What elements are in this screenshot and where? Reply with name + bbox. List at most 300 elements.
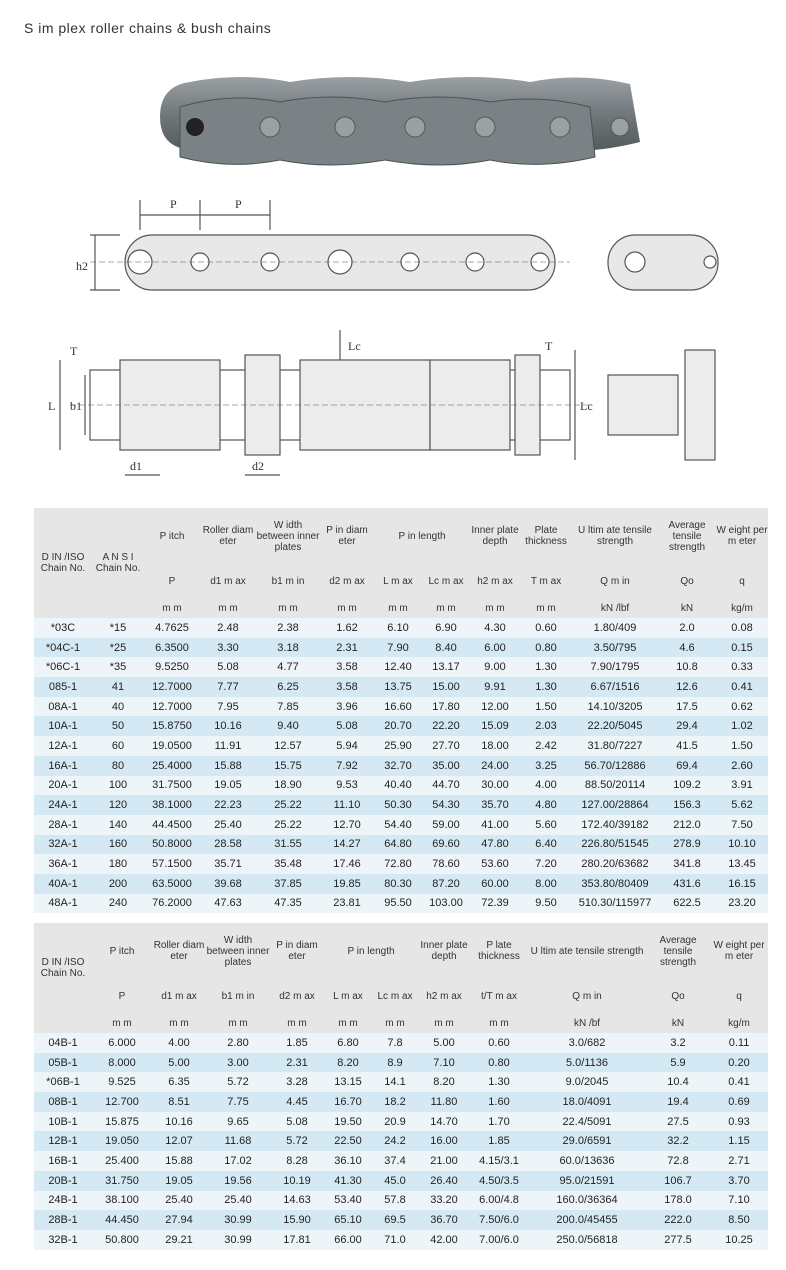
unit: m m: [372, 1013, 418, 1033]
table-a-series: [34, 508, 768, 913]
table-cell: 15.88: [200, 756, 256, 776]
table-cell: 23.81: [320, 894, 374, 914]
table-row: [34, 638, 768, 658]
unit: m m: [374, 598, 422, 618]
table-cell: 50.800: [92, 1230, 152, 1250]
table-cell: 12.07: [152, 1131, 206, 1151]
unit: m m: [152, 1013, 206, 1033]
table-cell: 95.50: [374, 894, 422, 914]
table-cell: 9.00: [470, 657, 520, 677]
table-cell: 16A-1: [34, 756, 92, 776]
table-cell: 32.2: [646, 1131, 710, 1151]
table-cell: 25.40: [152, 1191, 206, 1211]
table-cell: 69.4: [658, 756, 716, 776]
hdr-width: W idth between inner plates: [256, 508, 320, 564]
table-cell: 8.9: [372, 1053, 418, 1073]
table-row: [34, 894, 768, 914]
table-row: [34, 1131, 768, 1151]
table-cell: 5.08: [200, 657, 256, 677]
table-cell: 18.2: [372, 1092, 418, 1112]
table-cell: 18.90: [256, 776, 320, 796]
table-cell: 19.4: [646, 1092, 710, 1112]
unit: m m: [320, 598, 374, 618]
table-cell: 11.68: [206, 1131, 270, 1151]
table-cell: 22.23: [200, 795, 256, 815]
table-cell: 1.85: [470, 1131, 528, 1151]
table-cell: 57.8: [372, 1191, 418, 1211]
table-cell: 60.0/13636: [528, 1151, 646, 1171]
table-cell: 12A-1: [34, 736, 92, 756]
table-cell: *15: [92, 618, 144, 638]
table-cell: 26.40: [418, 1171, 470, 1191]
table-cell: 35.48: [256, 854, 320, 874]
table-row: [34, 776, 768, 796]
table-cell: 30.99: [206, 1210, 270, 1230]
table-cell: 5.00: [152, 1053, 206, 1073]
table-cell: 12.00: [470, 697, 520, 717]
table-cell: 4.45: [270, 1092, 324, 1112]
table-cell: 280.20/63682: [572, 854, 658, 874]
table-cell: 7.77: [200, 677, 256, 697]
table-cell: 33.20: [418, 1191, 470, 1211]
table-cell: *35: [92, 657, 144, 677]
table-cell: 25.40: [200, 815, 256, 835]
table-cell: 8.50: [710, 1210, 768, 1230]
table-cell: 15.875: [92, 1112, 152, 1132]
table-cell: 1.50: [520, 697, 572, 717]
table-cell: 278.9: [658, 835, 716, 855]
sym: d1 m ax: [200, 564, 256, 598]
unit: m m: [92, 1013, 152, 1033]
hdr-avg: Average tensile strength: [646, 923, 710, 979]
table-row: [34, 716, 768, 736]
sym: P: [144, 564, 200, 598]
table-cell: 8.00: [520, 874, 572, 894]
table-cell: 50: [92, 716, 144, 736]
table-cell: 16.15: [716, 874, 768, 894]
table-cell: 2.48: [200, 618, 256, 638]
table-cell: 19.0500: [144, 736, 200, 756]
sym: h2 m ax: [418, 979, 470, 1013]
hdr-plate: P late thickness: [470, 923, 528, 979]
table-cell: 20A-1: [34, 776, 92, 796]
table-cell: 3.28: [270, 1072, 324, 1092]
table-cell: 13.15: [324, 1072, 372, 1092]
table-cell: 7.75: [206, 1092, 270, 1112]
table-row: [34, 835, 768, 855]
unit: m m: [144, 598, 200, 618]
table-cell: 2.31: [270, 1053, 324, 1073]
hdr-roller: Roller diam eter: [200, 508, 256, 564]
table-cell: 7.95: [200, 697, 256, 717]
table-cell: 2.80: [206, 1033, 270, 1053]
hdr-pitch: P itch: [92, 923, 152, 979]
table-cell: 2.31: [320, 638, 374, 658]
page-title: S im plex roller chains & bush chains: [24, 20, 272, 36]
table-cell: 32B-1: [34, 1230, 92, 1250]
table-cell: 5.0/1136: [528, 1053, 646, 1073]
table-cell: 15.09: [470, 716, 520, 736]
table-cell: 36.10: [324, 1151, 372, 1171]
table-cell: 47.63: [200, 894, 256, 914]
table-cell: 16.70: [324, 1092, 372, 1112]
table-cell: 28.58: [200, 835, 256, 855]
table-cell: 2.0: [658, 618, 716, 638]
table-cell: 19.050: [92, 1131, 152, 1151]
table-cell: 08A-1: [34, 697, 92, 717]
table-cell: 103.00: [422, 894, 470, 914]
hdr-ansi: A N S I Chain No.: [92, 508, 144, 618]
table-row: [34, 1210, 768, 1230]
table-cell: 19.85: [320, 874, 374, 894]
table-cell: 13.17: [422, 657, 470, 677]
table-cell: 140: [92, 815, 144, 835]
table-cell: 6.90: [422, 618, 470, 638]
table-row: [34, 697, 768, 717]
table-cell: 1.62: [320, 618, 374, 638]
sym: Lc m ax: [372, 979, 418, 1013]
table-cell: 21.00: [418, 1151, 470, 1171]
table-cell: 10.19: [270, 1171, 324, 1191]
table-row: [34, 815, 768, 835]
table-cell: 25.90: [374, 736, 422, 756]
table-cell: 9.65: [206, 1112, 270, 1132]
table-cell: 2.38: [256, 618, 320, 638]
table-cell: 15.75: [256, 756, 320, 776]
table-cell: 24A-1: [34, 795, 92, 815]
table-cell: 29.21: [152, 1230, 206, 1250]
unit: kN /bf: [528, 1013, 646, 1033]
table-cell: *06B-1: [34, 1072, 92, 1092]
table-cell: 12B-1: [34, 1131, 92, 1151]
table-cell: 28B-1: [34, 1210, 92, 1230]
table-cell: 19.56: [206, 1171, 270, 1191]
table-cell: 54.30: [422, 795, 470, 815]
table-row: [34, 1230, 768, 1250]
table-cell: 80: [92, 756, 144, 776]
table-cell: 71.0: [372, 1230, 418, 1250]
table-row: [34, 1072, 768, 1092]
table-cell: 19.05: [200, 776, 256, 796]
table-cell: 172.40/39182: [572, 815, 658, 835]
table-cell: 12.40: [374, 657, 422, 677]
label-d1: d1: [130, 459, 142, 473]
table-cell: 226.80/51545: [572, 835, 658, 855]
table-cell: 8.20: [418, 1072, 470, 1092]
table-cell: 45.0: [372, 1171, 418, 1191]
table-cell: 6.40: [520, 835, 572, 855]
table-cell: 24.2: [372, 1131, 418, 1151]
table-cell: 1.15: [710, 1131, 768, 1151]
table-cell: 16.60: [374, 697, 422, 717]
table-cell: 8.28: [270, 1151, 324, 1171]
table-cell: 3.25: [520, 756, 572, 776]
table-cell: 40: [92, 697, 144, 717]
table-cell: 63.5000: [144, 874, 200, 894]
table-cell: 10.25: [710, 1230, 768, 1250]
table-cell: 160: [92, 835, 144, 855]
table-cell: 31.750: [92, 1171, 152, 1191]
table-cell: 16.00: [418, 1131, 470, 1151]
table-cell: 17.80: [422, 697, 470, 717]
table-cell: 5.9: [646, 1053, 710, 1073]
table-cell: 8.51: [152, 1092, 206, 1112]
table-row: [34, 795, 768, 815]
sym: P: [92, 979, 152, 1013]
table-cell: 41.5: [658, 736, 716, 756]
table-row: [34, 657, 768, 677]
table-b-body: [34, 1033, 768, 1250]
table-cell: *06C-1: [34, 657, 92, 677]
table-cell: 160.0/36364: [528, 1191, 646, 1211]
hdr-inner: Inner plate depth: [418, 923, 470, 979]
hdr-pin-d: P in diam eter: [270, 923, 324, 979]
table-cell: 1.85: [270, 1033, 324, 1053]
table-cell: 15.8750: [144, 716, 200, 736]
table-cell: 12.700: [92, 1092, 152, 1112]
table-cell: 6.35: [152, 1072, 206, 1092]
table-cell: 53.60: [470, 854, 520, 874]
table-cell: 53.40: [324, 1191, 372, 1211]
table-cell: 42.00: [418, 1230, 470, 1250]
sym: b1 m in: [256, 564, 320, 598]
table-cell: 341.8: [658, 854, 716, 874]
table-cell: 7.90/1795: [572, 657, 658, 677]
hdr-pin-l: P in length: [324, 923, 418, 979]
label-h2: h2: [76, 259, 88, 273]
table-cell: 40.40: [374, 776, 422, 796]
table-cell: 23.20: [716, 894, 768, 914]
unit: m m: [520, 598, 572, 618]
table-cell: 44.450: [92, 1210, 152, 1230]
unit: m m: [256, 598, 320, 618]
table-cell: 18.0/4091: [528, 1092, 646, 1112]
table-cell: 22.4/5091: [528, 1112, 646, 1132]
hdr-din: D IN /ISO Chain No.: [34, 508, 92, 618]
table-cell: 12.6: [658, 677, 716, 697]
sym: q: [716, 564, 768, 598]
table-cell: 1.60: [470, 1092, 528, 1112]
table-cell: 38.100: [92, 1191, 152, 1211]
table-cell: 15.00: [422, 677, 470, 697]
table-cell: 39.68: [200, 874, 256, 894]
table-cell: 4.15/3.1: [470, 1151, 528, 1171]
table-cell: 3.18: [256, 638, 320, 658]
table-cell: 87.20: [422, 874, 470, 894]
table-cell: 13.45: [716, 854, 768, 874]
table-cell: 32A-1: [34, 835, 92, 855]
table-cell: 1.30: [520, 657, 572, 677]
table-cell: 72.8: [646, 1151, 710, 1171]
table-cell: 08B-1: [34, 1092, 92, 1112]
unit: kg/m: [710, 1013, 768, 1033]
table-cell: 44.70: [422, 776, 470, 796]
table-cell: 178.0: [646, 1191, 710, 1211]
sym: Lc m ax: [422, 564, 470, 598]
table-a-body: [34, 618, 768, 913]
table-cell: 4.80: [520, 795, 572, 815]
table-cell: 12.7000: [144, 697, 200, 717]
table-cell: 38.1000: [144, 795, 200, 815]
table-cell: 25.400: [92, 1151, 152, 1171]
table-cell: 36.70: [418, 1210, 470, 1230]
table-cell: 59.00: [422, 815, 470, 835]
table-cell: 4.50/3.5: [470, 1171, 528, 1191]
table-cell: 240: [92, 894, 144, 914]
table-cell: 1.50: [716, 736, 768, 756]
hdr-ult: U ltim ate tensile strength: [528, 923, 646, 979]
table-cell: 32.70: [374, 756, 422, 776]
table-cell: 9.91: [470, 677, 520, 697]
table-cell: 05B-1: [34, 1053, 92, 1073]
table-cell: 9.0/2045: [528, 1072, 646, 1092]
table-cell: 353.80/80409: [572, 874, 658, 894]
table-cell: 6.67/1516: [572, 677, 658, 697]
label-t2: T: [545, 339, 553, 353]
table-cell: 5.62: [716, 795, 768, 815]
sym: d2 m ax: [320, 564, 374, 598]
table-row: [34, 736, 768, 756]
sym: Qo: [658, 564, 716, 598]
table-cell: 37.4: [372, 1151, 418, 1171]
table-cell: 0.80: [520, 638, 572, 658]
sym: b1 m in: [206, 979, 270, 1013]
hdr-ult: U ltim ate tensile strength: [572, 508, 658, 564]
sym: Qo: [646, 979, 710, 1013]
table-cell: 30.99: [206, 1230, 270, 1250]
table-cell: 1.70: [470, 1112, 528, 1132]
table-cell: 20.9: [372, 1112, 418, 1132]
table-cell: 10.16: [152, 1112, 206, 1132]
table-cell: 127.00/28864: [572, 795, 658, 815]
hdr-roller: Roller diam eter: [152, 923, 206, 979]
table-cell: 7.10: [710, 1191, 768, 1211]
table-cell: 12.7000: [144, 677, 200, 697]
table-cell: 11.80: [418, 1092, 470, 1112]
table-cell: 5.72: [270, 1131, 324, 1151]
table-cell: 6.3500: [144, 638, 200, 658]
table-cell: 76.2000: [144, 894, 200, 914]
table-cell: 37.85: [256, 874, 320, 894]
table-cell: 12.57: [256, 736, 320, 756]
table-cell: 6.80: [324, 1033, 372, 1053]
table-cell: 7.20: [520, 854, 572, 874]
table-cell: 7.92: [320, 756, 374, 776]
table-cell: 11.91: [200, 736, 256, 756]
table-cell: 18.00: [470, 736, 520, 756]
table-cell: 5.94: [320, 736, 374, 756]
unit: kg/m: [716, 598, 768, 618]
table-cell: 4.00: [152, 1033, 206, 1053]
table-cell: 54.40: [374, 815, 422, 835]
label-b1: b1: [70, 399, 82, 413]
table-cell: 27.94: [152, 1210, 206, 1230]
table-cell: 109.2: [658, 776, 716, 796]
table-cell: 31.80/7227: [572, 736, 658, 756]
table-cell: 28A-1: [34, 815, 92, 835]
table-cell: 20.70: [374, 716, 422, 736]
table-cell: 7.50/6.0: [470, 1210, 528, 1230]
table-cell: 7.8: [372, 1033, 418, 1053]
table-cell: 3.30: [200, 638, 256, 658]
table-cell: 35.71: [200, 854, 256, 874]
table-cell: 5.00: [418, 1033, 470, 1053]
hdr-pin-d: P in diam eter: [320, 508, 374, 564]
table-cell: 8.40: [422, 638, 470, 658]
table-cell: 80.30: [374, 874, 422, 894]
table-cell: 100: [92, 776, 144, 796]
table-cell: 41.00: [470, 815, 520, 835]
table-cell: 14.27: [320, 835, 374, 855]
hdr-wt: W eight per m eter: [716, 508, 768, 564]
table-cell: 95.0/21591: [528, 1171, 646, 1191]
table-cell: 0.41: [716, 677, 768, 697]
table-cell: 35.70: [470, 795, 520, 815]
table-cell: 6.00: [470, 638, 520, 658]
table-cell: 1.30: [470, 1072, 528, 1092]
table-cell: 5.72: [206, 1072, 270, 1092]
table-row: [34, 618, 768, 638]
table-cell: *25: [92, 638, 144, 658]
label-L: L: [48, 399, 56, 413]
table-cell: 0.41: [710, 1072, 768, 1092]
table-cell: 29.0/6591: [528, 1131, 646, 1151]
hdr-plate: Plate thickness: [520, 508, 572, 564]
table-cell: 3.96: [320, 697, 374, 717]
label-lc2: Lc: [580, 399, 593, 413]
table-cell: 3.50/795: [572, 638, 658, 658]
table-row: [34, 1171, 768, 1191]
table-cell: 2.03: [520, 716, 572, 736]
table-cell: 16B-1: [34, 1151, 92, 1171]
table-b-series: [34, 923, 768, 1250]
table-cell: 2.60: [716, 756, 768, 776]
table-cell: 10.10: [716, 835, 768, 855]
chain-technical-drawing: [30, 190, 760, 490]
table-cell: 35.00: [422, 756, 470, 776]
table-cell: 7.00/6.0: [470, 1230, 528, 1250]
sym: h2 m ax: [470, 564, 520, 598]
table-cell: 9.5250: [144, 657, 200, 677]
unit: kN: [646, 1013, 710, 1033]
table-cell: 65.10: [324, 1210, 372, 1230]
table-cell: 14.10/3205: [572, 697, 658, 717]
table-cell: 0.69: [710, 1092, 768, 1112]
sym: L m ax: [324, 979, 372, 1013]
unit: m m: [470, 1013, 528, 1033]
table-cell: 0.33: [716, 657, 768, 677]
table-cell: 22.20/5045: [572, 716, 658, 736]
table-cell: 6.00/4.8: [470, 1191, 528, 1211]
table-cell: 72.80: [374, 854, 422, 874]
table-cell: 4.6: [658, 638, 716, 658]
hdr-wt: W eight per m eter: [710, 923, 768, 979]
table-cell: 212.0: [658, 815, 716, 835]
table-cell: 04B-1: [34, 1033, 92, 1053]
table-cell: 20B-1: [34, 1171, 92, 1191]
table-cell: 25.22: [256, 795, 320, 815]
table-cell: 0.11: [710, 1033, 768, 1053]
table-cell: 41: [92, 677, 144, 697]
table-cell: 17.46: [320, 854, 374, 874]
table-cell: 19.50: [324, 1112, 372, 1132]
table-row: [34, 1053, 768, 1073]
chain-photo: [150, 72, 650, 172]
table-cell: 88.50/20114: [572, 776, 658, 796]
table-cell: 10.8: [658, 657, 716, 677]
table-cell: 56.70/12886: [572, 756, 658, 776]
table-cell: 0.60: [520, 618, 572, 638]
